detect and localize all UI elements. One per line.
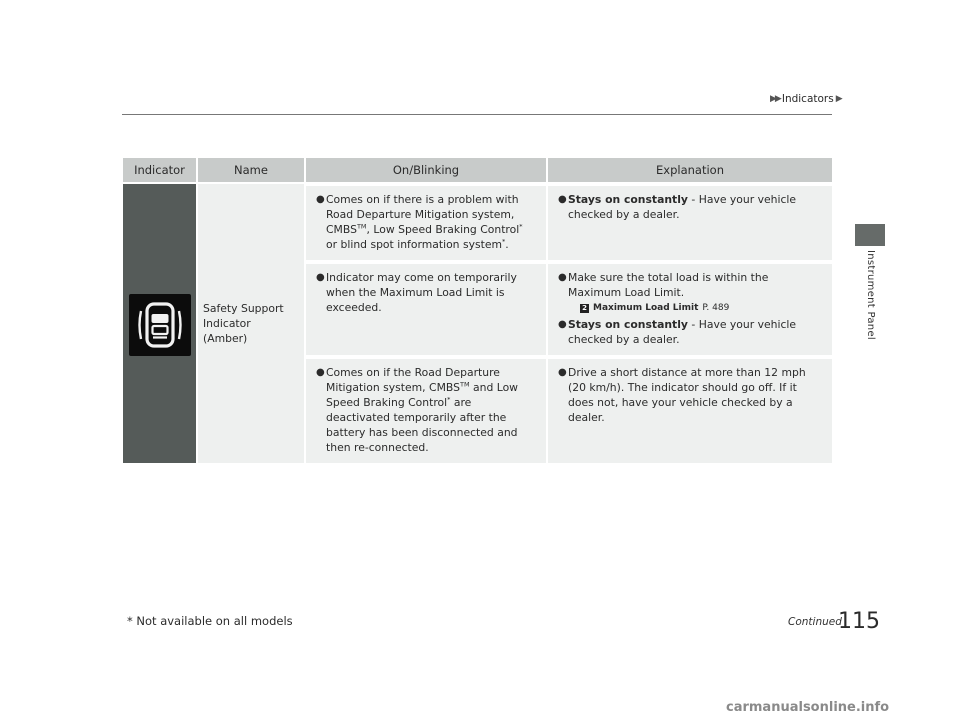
list-item: [316, 270, 536, 315]
list-item: [558, 192, 822, 222]
text-run: - Have your vehicle checked by a dealer.: [568, 193, 797, 221]
reference-page: P. 489: [702, 303, 730, 313]
cross-reference-link[interactable]: [558, 301, 822, 316]
footnote-marker: *: [502, 237, 506, 246]
trademark-superscript: TM: [459, 380, 470, 389]
table-header-row: [123, 158, 832, 182]
safety-support-car-icon: [129, 294, 191, 356]
text-run: Indicator may come on temporarily when the Maximum Load Limit is exceeded.: [326, 271, 517, 314]
bullet-icon: ●: [558, 319, 567, 330]
list-item: [558, 317, 822, 347]
explanation-cell: [548, 182, 832, 260]
trademark-superscript: TM: [356, 222, 367, 231]
bullet-icon: ●: [316, 194, 325, 205]
indicator-cell: [123, 182, 198, 463]
text-run: Comes on if the Road Departure Mitigation system, CMBS: [326, 366, 500, 394]
bullet-icon: ●: [316, 272, 325, 283]
footnote-marker: *: [519, 222, 523, 231]
text-run: Drive a short distance at more than 12 mph (20 km/h). The indicator should go off. If it does not, have your vehicle checked by a dealer.: [568, 366, 806, 424]
explanation-cell: [548, 260, 832, 355]
text-run: or blind spot information system: [326, 238, 502, 251]
list-item: [558, 270, 822, 300]
text-run: Comes on if there is a problem with Road Departure Mitigation system, CMBS: [326, 193, 519, 236]
double-chevron-right-icon: ▶▶: [770, 94, 780, 104]
emphasis-text: Stays on constantly: [568, 318, 688, 331]
breadcrumb: [770, 93, 841, 105]
on-blinking-cell: [306, 355, 548, 463]
on-blinking-cell: [306, 260, 548, 355]
column-header-name: Name: [198, 158, 306, 182]
text-run: - Have your vehicle checked by a dealer.: [568, 318, 797, 346]
chevron-right-icon: ▶: [835, 94, 841, 104]
explanation-cell: [548, 355, 832, 463]
column-header-explanation: Explanation: [548, 158, 832, 182]
list-item: [558, 365, 822, 425]
text-run: .: [505, 238, 509, 251]
table-row: [123, 182, 832, 260]
list-item: [316, 365, 536, 455]
reference-arrow-icon: 2: [580, 304, 589, 313]
bullet-icon: ●: [558, 272, 567, 283]
watermark: carmanualsonline.info: [726, 700, 890, 715]
text-run: Make sure the total load is within the Maximum Load Limit.: [568, 271, 769, 299]
bullet-icon: ●: [316, 367, 325, 378]
indicator-table: [123, 158, 832, 463]
text-run: and Low Speed Braking Control: [326, 381, 519, 409]
on-blinking-cell: [306, 182, 548, 260]
footnote: * Not available on all models: [127, 614, 293, 628]
indicator-name-cell: [198, 182, 306, 463]
indicator-name-line: Indicator (Amber): [203, 317, 251, 345]
column-header-on-blinking: On/Blinking: [306, 158, 548, 182]
footnote-marker: *: [447, 395, 451, 404]
continued-label: Continued: [788, 616, 842, 628]
indicator-name-line: Safety Support: [203, 302, 284, 315]
text-run: are deactivated temporarily after the battery has been disconnected and then re-connected.: [326, 396, 518, 454]
chapter-tab: [855, 224, 885, 246]
reference-label: Maximum Load Limit: [593, 303, 699, 313]
bullet-icon: ●: [558, 367, 567, 378]
emphasis-text: Stays on constantly: [568, 193, 688, 206]
text-run: , Low Speed Braking Control: [366, 223, 520, 236]
page-number: 115: [838, 609, 880, 634]
bullet-icon: ●: [558, 194, 567, 205]
list-item: [316, 192, 536, 252]
column-header-indicator: Indicator: [123, 158, 198, 182]
chapter-label: Instrument Panel: [865, 250, 876, 340]
header-divider: [122, 114, 832, 115]
breadcrumb-label: Indicators: [781, 93, 834, 105]
